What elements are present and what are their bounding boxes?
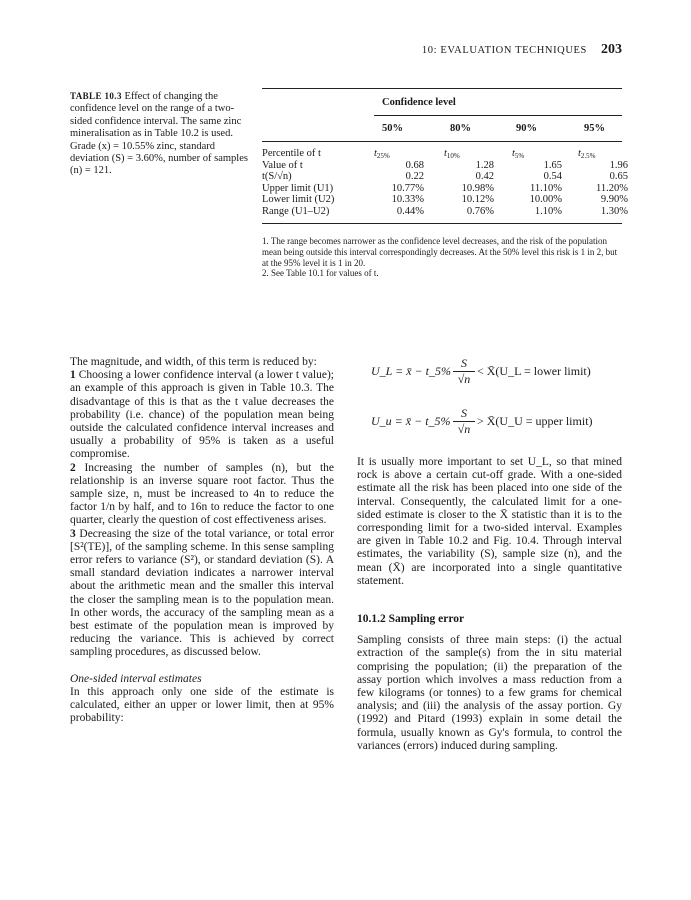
table-body [262, 148, 628, 218]
confidence-table [262, 88, 628, 288]
paragraph: It is usually more important to set U_L, so that mined rock is above a certain cut-off grade. With a one-sided estimate all the risk has been placed into one side of the interval. Consequently, the calculated limit for a one-sided estimate is closer to the X̄ statistic than it is to the corresponding limit for a two-sided interval. Examples are given in Table 10.2 and Fig. 10.4. Through interval estimates, the variability (S), sample size (n), and the mean (X̄) are incorporated into a single quantitative statement. [357, 456, 622, 587]
paragraph: The magnitude, and width, of this term is reduced by: [70, 356, 317, 368]
table-row [262, 205, 628, 218]
running-title: 10: EVALUATION TECHNIQUES [421, 45, 587, 56]
list-item: 2 Increasing the number of samples (n), but the relationship is an inverse square root factor. Thus the sample size, n, must be increased to 4n to reduce the factor 1/n by half, and to 16n to reduce the factor to one quarter, clearly the question of cost effectiveness arises. [70, 461, 335, 527]
table-cell: $t_{2.5\%}$ [578, 148, 596, 160]
paragraph: Sampling consists of three main steps: (i) the actual extraction of the sample(s) from the in situ material comprising the population; (ii) the preparation of the assay portion which involves a mass reduction from a few kilograms (or tonnes) to a few grams for chemical analysis; and (iii) the analysis of the assay portion. Gy (1992) and Pitard (1993) explain in some detail the formula, usually known as Gy's formula, to control the variances (errors) induced during sampling. [357, 634, 622, 752]
column-header: 50% [382, 123, 403, 134]
table-cell: 1.30% [600, 205, 628, 217]
table-top-rule [262, 88, 622, 89]
running-header [300, 40, 622, 58]
table-cell: 0.42 [475, 171, 494, 183]
table-cell: $t_{5\%}$ [512, 148, 525, 160]
row-label: Upper limit (U1) [262, 182, 334, 194]
table-cell: $t_{10\%}$ [444, 148, 460, 160]
row-label: Lower limit (U2) [262, 194, 335, 206]
table-row [262, 159, 628, 172]
right-column [357, 456, 622, 753]
list-item: 3 Decreasing the size of the total variance, or total error [S²(TE)], of the sampling scheme. In this sense sampling error refers to variance (S²), or standard deviation (S). A small standard deviation indicates a narrower interval about the arithmetic mean and the smaller this interval the closer the sampling mean is to the population mean. In other words, the accuracy of the sampling mean as a best estimate of the population mean is improved by reducing the variance. This is achieved by correct sampling procedures, as discussed below. [70, 527, 334, 659]
row-label: Range (U1–U2) [262, 205, 330, 217]
table-cell: 1.10% [534, 205, 562, 217]
left-column [70, 356, 334, 725]
table-row [262, 171, 628, 183]
table-cell: 9.90% [600, 194, 628, 206]
subheading: One-sided interval estimates [70, 672, 202, 685]
column-header: 80% [450, 123, 471, 134]
page-number: 203 [601, 42, 622, 57]
table-cell: 0.22 [405, 171, 424, 183]
table-cell: 1.28 [475, 159, 494, 171]
table-row [262, 148, 622, 160]
table-cell: 0.44% [396, 205, 424, 217]
table-row [262, 182, 628, 195]
table-cell: 0.54 [543, 171, 562, 183]
table-caption [70, 90, 250, 178]
table-cell: 10.77% [391, 182, 424, 194]
table-group-rule [374, 115, 622, 116]
table-caption-text: Effect of changing the confidence level on the range of a two-sided confidence interval. The same zinc mineralisation as in Table 10.2 is used. Grade (x) = 10.55% zinc, standard deviation (S) = 3.60%, number of samples (n) = 121. [70, 91, 248, 177]
table-header-rule [262, 141, 622, 142]
table-cell: 1.65 [543, 159, 562, 171]
table-cell: $t_{25\%}$ [374, 148, 390, 160]
table-cell: 0.68 [405, 159, 424, 171]
column-header: 90% [516, 123, 537, 134]
section-title: 10.1.2 Sampling error [357, 613, 465, 626]
column-header: 95% [584, 123, 605, 134]
table-notes [262, 236, 622, 279]
table-cell: 11.20% [596, 182, 628, 194]
table-cell: 0.65 [609, 171, 628, 183]
table-note: 2. See Table 10.1 for values of t. [262, 268, 379, 279]
table-label: TABLE 10.3 [70, 91, 122, 101]
row-label: t(S/√n) [262, 171, 292, 183]
table-cell: 10.00% [529, 194, 562, 206]
row-label: Percentile of t [262, 148, 321, 159]
table-row [262, 194, 628, 206]
table-group-header: Confidence level [382, 97, 456, 108]
table-cell: 10.33% [391, 194, 424, 206]
equation-upper-limit: U_u = x̄ − t_5% $\frac{S}{√n}$ > X̄(U_U = upper limit) [371, 406, 593, 436]
table-note: 1. The range becomes narrower as the confidence level decreases, and the risk of the population mean being outside this interval correspondingly decreases. At the 50% level this risk is 1 in 2, but at the 95% level it is 1 in 20. [262, 236, 618, 268]
paragraph: In this approach only one side of the estimate is calculated, either an upper or lower limit, then at 95% probability: [70, 685, 334, 725]
equation-lower-limit: U_L = x̄ − t_5% $\frac{S}{√n}$ < X̄(U_L = lower limit) [371, 356, 591, 386]
table-cell: 0.76% [466, 205, 494, 217]
row-label: Value of t [262, 159, 303, 171]
table-cell: 11.10% [530, 182, 562, 194]
table-cell: 1.96 [609, 159, 628, 171]
table-cell: 10.12% [461, 194, 494, 206]
list-item: 1 Choosing a lower confidence interval (a lower t value); an example of this approach is given in Table 10.3. The disadvantage of this is that as the t value decreases the probability (i.e. chance) of the population mean being outside the calculated confidence interval increases and usually a probability of 95% is taken as a useful compromise. [70, 369, 335, 461]
table-cell: 10.98% [461, 182, 494, 194]
table-bottom-rule [262, 223, 622, 224]
